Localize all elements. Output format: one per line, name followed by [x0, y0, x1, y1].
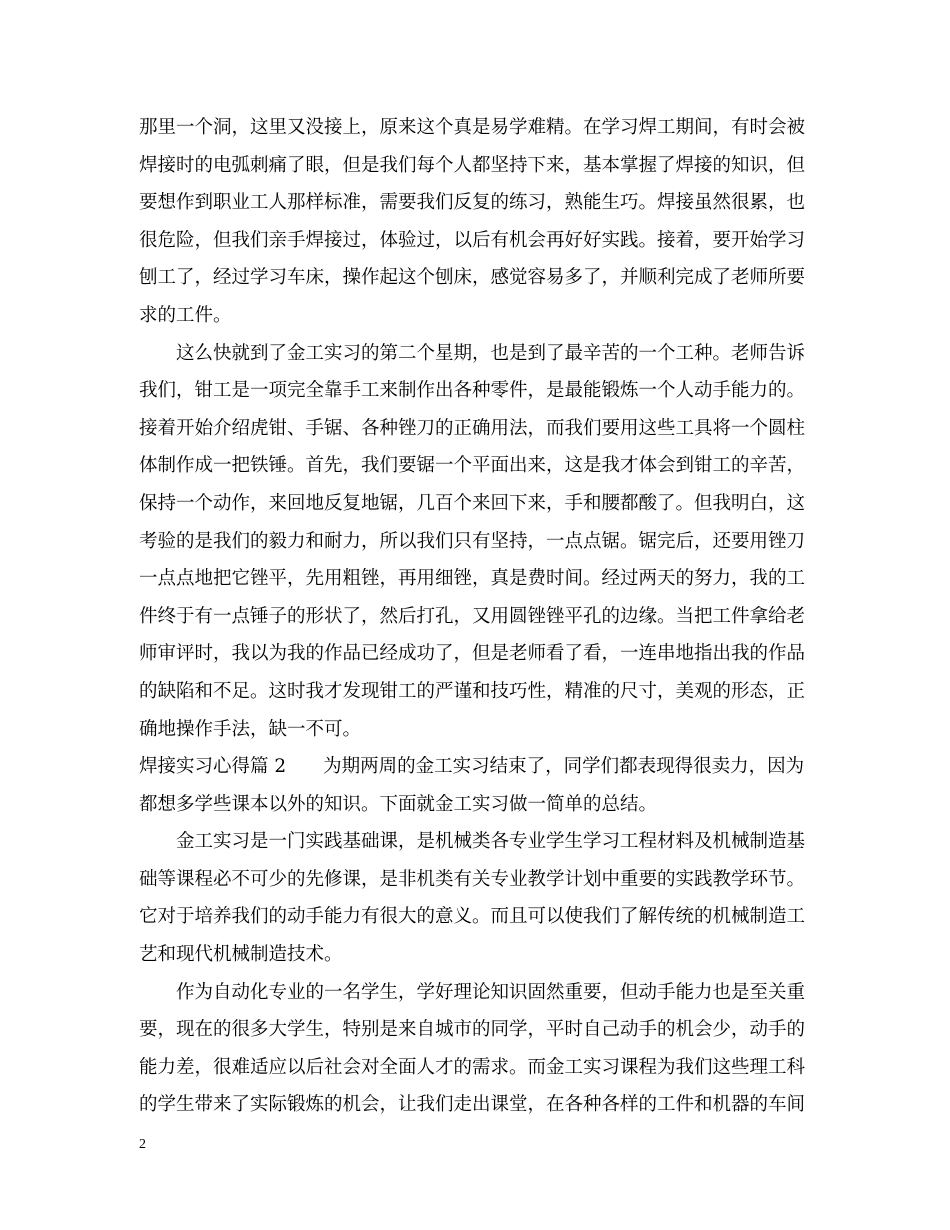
text-line: 都想多学些课本以外的知识。下面就金工实习做一简单的总结。 — [139, 793, 658, 815]
text-line: 件终于有一点锤子的形状了，然后打孔，又用圆锉锉平孔的边缘。当把工件拿给老 — [139, 605, 806, 627]
body-text — [139, 109, 811, 1124]
text-line: 师审评时，我以为我的作品已经成功了，但是老师看了看，一连串地指出我的作品 — [139, 643, 806, 665]
text-line: 的学生带来了实际锻炼的机会，让我们走出课堂，在各种各样的工件和机器的车间 — [139, 1094, 806, 1116]
page-number: 2 — [139, 1137, 146, 1152]
text-line: 础等课程必不可少的先修课，是非机类有关专业教学计划中重要的实践教学环节。 — [139, 868, 806, 890]
text-line: 刨工了，经过学习车床，操作起这个刨床，感觉容易多了，并顺利完成了老师所要 — [139, 267, 806, 289]
text-line: 能力差，很难适应以后社会对全面人才的需求。而金工实习课程为我们这些理工科 — [139, 1056, 806, 1078]
text-line: 很危险，但我们亲手焊接过，体验过，以后有机会再好好实践。接着，要开始学习 — [139, 229, 806, 251]
text-line: 作为自动化专业的一名学生，学好理论知识固然重要，但动手能力也是至关重 — [139, 981, 806, 1003]
text-line: 艺和现代机械制造技术。 — [139, 944, 343, 966]
text-line: 体制作成一把铁锤。首先，我们要锯一个平面出来，这是我才体会到钳工的辛苦， — [139, 455, 806, 477]
text-line: 一点点地把它锉平，先用粗锉，再用细锉，真是费时间。经过两天的努力，我的工 — [139, 568, 806, 590]
text-line: 它对于培养我们的动手能力有很大的意义。而且可以使我们了解传统的机械制造工 — [139, 906, 806, 928]
text-line: 这么快就到了金工实习的第二个星期，也是到了最辛苦的一个工种。老师告诉 — [139, 342, 806, 364]
text-line: 金工实习是一门实践基础课，是机械类各专业学生学习工程材料及机械制造基 — [139, 831, 806, 853]
text-line: 的缺陷和不足。这时我才发现钳工的严谨和技巧性，精准的尺寸，美观的形态，正 — [139, 680, 806, 702]
text-line: 那里一个洞，这里又没接上，原来这个真是易学难精。在学习焊工期间，有时会被 — [139, 117, 806, 138]
text-line: 焊接时的电弧刺痛了眼，但是我们每个人都坚持下来，基本掌握了焊接的知识，但 — [139, 154, 806, 176]
text-line: 求的工件。 — [139, 304, 232, 326]
text-line: 接着开始介绍虎钳、手锯、各种锉刀的正确用法，而我们要用这些工具将一个圆柱 — [139, 417, 806, 439]
text-line: 保持一个动作，来回地反复地锯，几百个来回下来，手和腰都酸了。但我明白，这 — [139, 492, 806, 514]
text-line: 要想作到职业工人那样标准，需要我们反复的练习，熟能生巧。焊接虽然很累，也 — [139, 192, 806, 214]
text-line: 确地操作手法，缺一不可。 — [139, 718, 362, 740]
section-heading-line: 焊接实习心得篇 2 为期两周的金工实习结束了，同学们都表现得很卖力，因为 — [139, 756, 805, 778]
text-line: 要，现在的很多大学生，特别是来自城市的同学，平时自己动手的机会少，动手的 — [139, 1019, 806, 1041]
text-line: 我们，钳工是一项完全靠手工来制作出各种零件，是最能锻炼一个人动手能力的。 — [139, 380, 806, 402]
text-line: 考验的是我们的毅力和耐力，所以我们只有坚持，一点点锯。锯完后，还要用锉刀 — [139, 530, 806, 552]
